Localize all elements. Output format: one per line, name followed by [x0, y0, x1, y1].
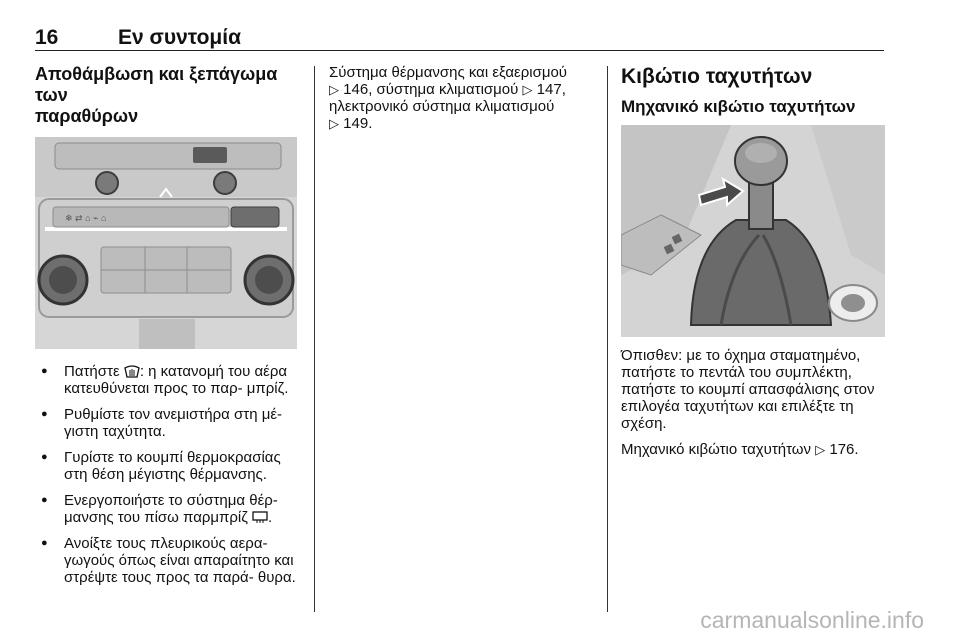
column-3	[621, 64, 885, 467]
rear-window-heat-icon	[252, 510, 268, 524]
subsection-title-manual: Μηχανικό κιβώτιο ταχυτήτων	[621, 97, 856, 116]
section-title-defrost: Αποθάμβωση και ξεπάγωμα των παραθύρων	[35, 64, 278, 126]
column-2	[329, 64, 591, 132]
svg-text:❄ ⇄ ⌂ ⌁ ⌂: ❄ ⇄ ⌂ ⌁ ⌂	[65, 213, 107, 223]
triangle-right-icon: ▷	[329, 116, 339, 131]
manual-gearbox-reference: Μηχανικό κιβώτιο ταχυτήτων ▷ 176.	[621, 441, 859, 458]
climate-control-panel-figure	[35, 137, 297, 349]
running-title: Εν συντομία	[118, 26, 241, 49]
header-rule	[35, 50, 884, 51]
list-item: ● Γυρίστε το κουμπί θερμοκρασίας στη θέση μέγιστης θέρμανσης.	[35, 449, 301, 483]
triangle-right-icon: ▷	[815, 442, 826, 457]
list-item: ● Ενεργοποιήστε το σύστημα θέρ- μανσης του πίσω παρμπρίζ .	[35, 492, 301, 526]
list-item: ● Ανοίξτε τους πλευρικούς αερα- γωγούς όπως είναι απαραίτητο και στρέψτε τους προς τα παρά- θυρα.	[35, 535, 301, 586]
column-divider-2	[607, 66, 608, 612]
reverse-gear-instruction: Όπισθεν: με το όχημα σταματημένο, πατήστε το πεντάλ του συμπλέκτη, πατήστε το κουμπί απασφάλισης στον επιλογέα ταχυτήτων και επιλέξτε τη σχέση.	[621, 347, 875, 432]
triangle-right-icon: ▷	[522, 82, 533, 97]
column-divider-1	[314, 66, 315, 612]
list-item: ● Πατήστε : η κατανομή του αέρα κατευθύνεται προς το παρ- μπρίζ.	[35, 363, 301, 397]
page-number: 16	[35, 26, 59, 49]
column-1	[35, 64, 301, 595]
watermark: carmanualsonline.info	[700, 607, 924, 633]
climate-references: Σύστημα θέρμανσης και εξαερισμού ▷ 146, σύστημα κλιματισμού ▷ 147, ηλεκτρονικό σύστημα κλιματισμού ▷ 149.	[329, 64, 568, 132]
defrost-steps	[35, 363, 301, 586]
triangle-right-icon: ▷	[329, 82, 339, 97]
gear-shifter-figure	[621, 125, 885, 337]
windshield-defrost-icon	[124, 364, 140, 378]
list-item: ● Ρυθμίστε τον ανεμιστήρα στη μέ- γιστη ταχύτητα.	[35, 406, 301, 440]
section-title-gearbox: Κιβώτιο ταχυτήτων	[621, 65, 813, 88]
